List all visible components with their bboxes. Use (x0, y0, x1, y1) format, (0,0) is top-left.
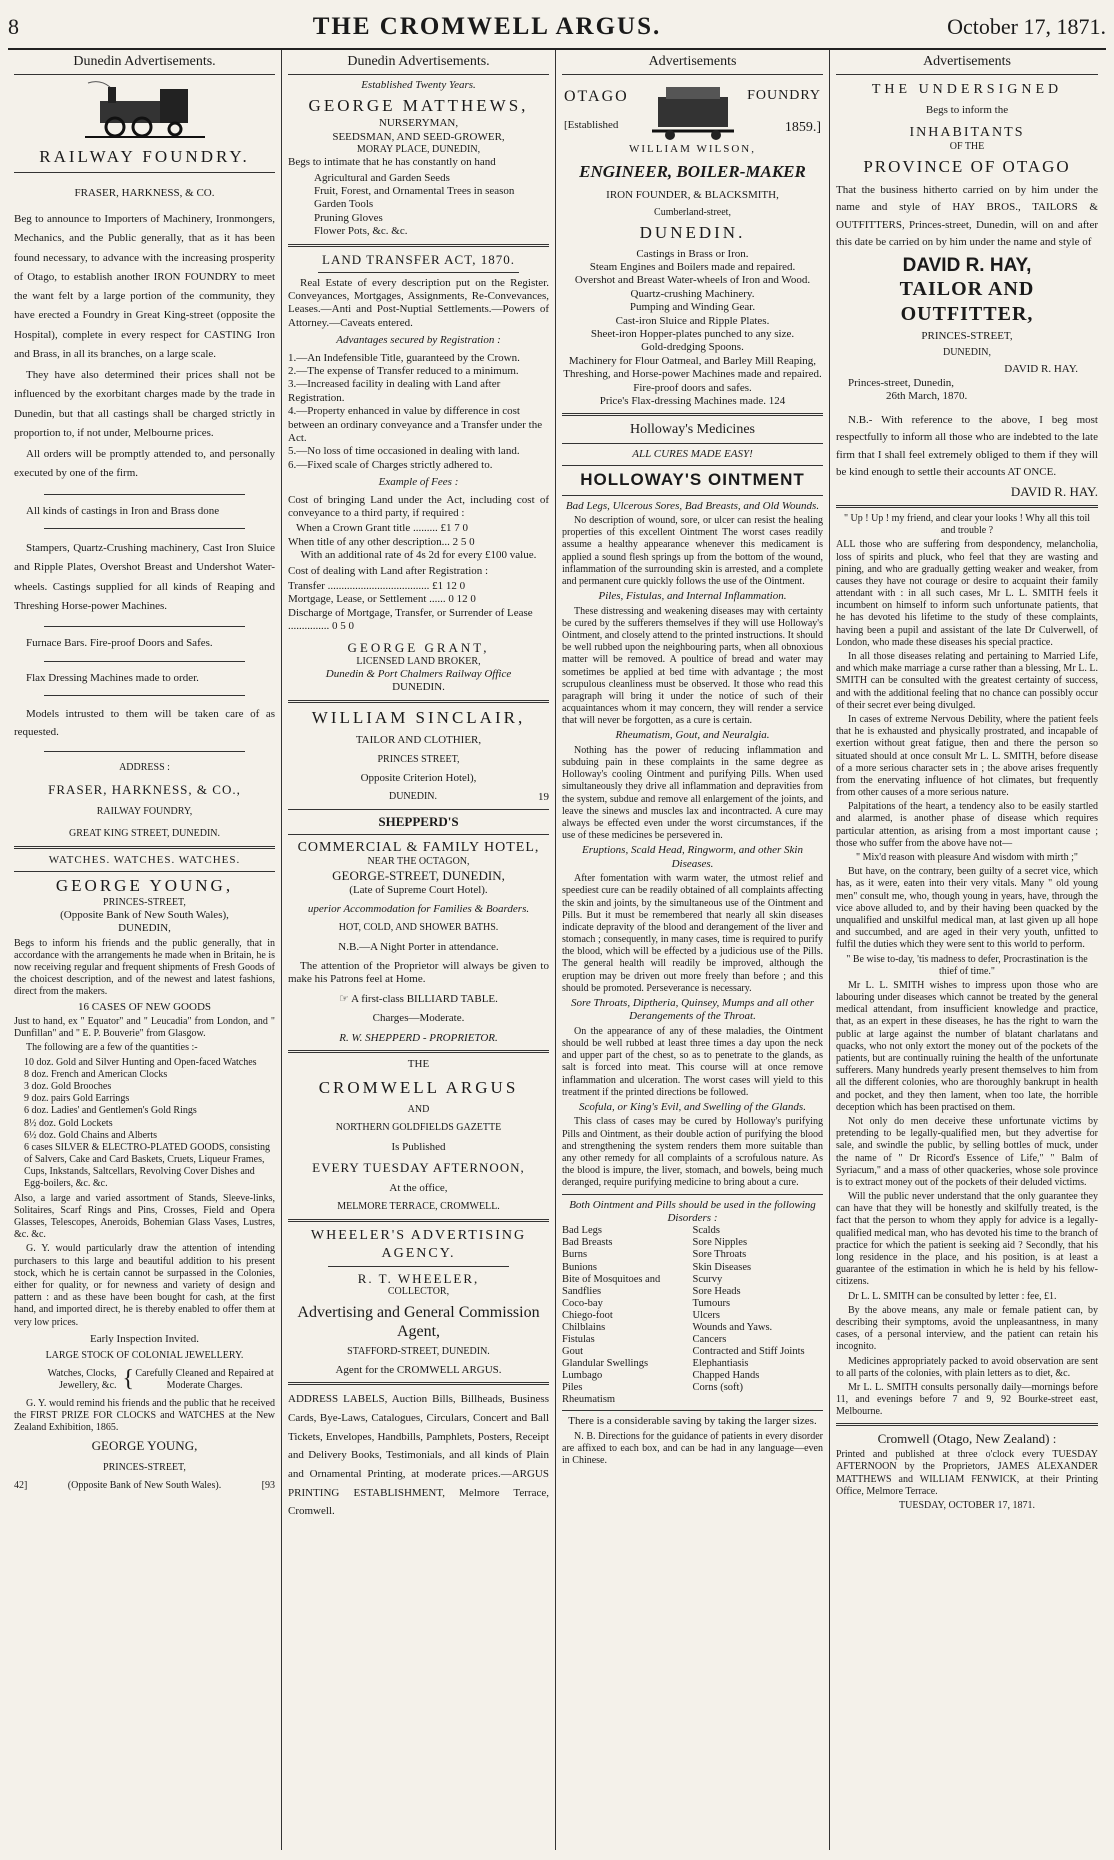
ls-paragraph: But have, on the contrary, been guilty of a secret vice, which has, as it were, eaten into their very vitals. Many " old young men" consult me, who, though young in years, have, through the vice above alluded to, and by their having been quacked by the unqualified and unskilful medical man, at last given up all hope and succumbed, and are aged in their very youth, unfitted to fulfil the duties which they were sent to this world to perform. (836, 866, 1098, 951)
ls-paragraph: Dr L. L. SMITH can be consulted by letter : fee, £1. (848, 1290, 1057, 1302)
george-young-name: GEORGE YOUNG, (55, 875, 234, 895)
column-header: Advertisements (562, 50, 823, 75)
established-label: [Established (564, 119, 619, 132)
locomotive-engraving (80, 79, 210, 139)
list-item: Rheumatism (562, 1394, 616, 1406)
list-item: 9 doz. pairs Gold Earrings (24, 1093, 130, 1105)
list-item: Piles (562, 1382, 583, 1394)
ls-quote: " Up ! Up ! my friend, and clear your looks ! Why all this toil and trouble ? (843, 512, 1091, 537)
list-item: 6½ doz. Gold Chains and Alberts (24, 1129, 158, 1141)
list-item: 1.—An Indefensible Title, guaranteed by the Crown. (288, 351, 520, 364)
list-item: Agricultural and Garden Seeds (314, 171, 450, 184)
lt-paragraph: Cost of bringing Land under the Act, including cost of conveyance to a third party, if required : (288, 493, 549, 520)
address-line: GREAT KING STREET, DUNEDIN. (68, 828, 220, 840)
shepperds-title: SHEPPERD'S (378, 813, 459, 829)
dh-line: DAVID R. HAY. (1004, 363, 1078, 376)
ls-paragraph: Mr L. L. SMITH wishes to impress upon those who are labouring under diseases which cannot be treated by the general medical attendant, from insufficient knowledge and practice, that, as an expert in these diseases, he has the right to warn the public at large against the number of blatant charlatans and quacks, who not only extort the money out of the pockets of the patients, but are continually ruining the health of the unfortunate sufferers. Many hundreds yearly present themselves to him from all the different colonies, who are thoroughly bankrupt in health and pocket, and they then lament, when too late, the horrible deception which has been practised on them. (836, 979, 1098, 1113)
ls-paragraph: Medicines appropriately packed to avoid observation are sent to all parts of the colonies, with plain letters as to diet, &c. (836, 1355, 1098, 1379)
gy-item-list (24, 1057, 275, 1191)
sh-proprietor: R. W. SHEPPERD - PROPRIETOR. (339, 1031, 498, 1044)
dh-line: 26th March, 1870. (886, 390, 968, 403)
address-label: ADDRESS : (119, 762, 170, 774)
list-item: Scurvy (692, 1273, 723, 1285)
column-header: Dunedin Advertisements. (288, 50, 549, 75)
list-item: Bad Legs (562, 1225, 602, 1237)
list-item: Tumours (692, 1297, 731, 1309)
argus-printing-ad: ADDRESS LABELS, Auction Bills, Billheads, Business Cards, Bye-Laws, Catalogues, Circulars, Concert and Ball Tickets, Envelopes, Handbills, Pamphlets, Posters, Receipt and Delivery Books, Testimonials, and all kinds of Plain and Ornamental Printing, at moderate prices.—ARGUS PRINTING ESTABLISHMENT, Melmore Terrace, Cromwell. (288, 1393, 549, 1518)
wh-line: R. T. WHEELER, (357, 1270, 480, 1286)
list-item: Pumping and Winding Gear. (629, 301, 756, 314)
tailor-outfitter: TAILOR AND OUTFITTER, (899, 278, 1035, 325)
railway-foundry-paragraph: All orders will be promptly attended to, and personally executed by one of the firm. (14, 448, 275, 480)
railway-foundry-paragraph: All kinds of castings in Iron and Brass done (26, 504, 220, 517)
dh-signature: DAVID R. HAY. (1010, 484, 1098, 500)
ca-line: Is Published (391, 1140, 446, 1153)
list-item: Cast-iron Sluice and Ripple Plates. (615, 314, 770, 327)
william-wilson-name: WILLIAM WILSON, (629, 143, 756, 156)
sh-line (288, 993, 549, 1006)
sh-line: GEORGE-STREET, DUNEDIN, (332, 867, 505, 883)
hm-paragraph: These distressing and weakening diseases may with certainty be cured by the sufferers themselves if they will use Holloway's Ointment, and closely attend to the printed instructions. It should be well rubbed upon the neighbouring parts, when all obnoxious matter will be removed. A poultice of bread and water may sometimes be applied at bed time with advantage ; the most scrupulous cleanliness must be observed. It those who read this paragraph will bring it under the notice of such of their acquaintances whom it may concern, they will render a service that will never be forgotten, as a cure is certain. (562, 605, 823, 727)
gy-line: DUNEDIN, (118, 922, 171, 935)
list-item: Lumbago (562, 1370, 603, 1382)
list-item: 6 cases SILVER & ELECTRO-PLATED GOODS, consisting of Salvers, Cake and Card Baskets, Cruets, Liqueur Frames, Cups, Inkstands, Saltcellars, Revolving Cover Dishes and Egg-boilers, &c. &c. (24, 1141, 271, 1190)
gy-signature-street: PRINCES-STREET, (103, 1462, 186, 1473)
david-hay-name: DAVID R. HAY, (902, 254, 1032, 276)
list-item: Corns (soft) (692, 1382, 743, 1394)
imprint-date: TUESDAY, OCTOBER 17, 1871. (899, 1500, 1035, 1512)
hm-heading: Piles, Fistulas, and Internal Inflammation. (598, 590, 787, 603)
lt-sig-line: DUNEDIN. (392, 681, 445, 694)
list-item: Cancers (692, 1333, 727, 1345)
fee-line: Mortgage, Lease, or Settlement ...... 0 12 0 (288, 593, 476, 606)
holloways-medicines-header: Holloway's Medicines (629, 422, 755, 438)
ls-paragraph: By the above means, any male or female patient can, by describing their symptoms, avoid the unpleasantness, in many cases, of a personal interview, and the patient can retain his incognito. (836, 1304, 1098, 1353)
list-item: Machinery for Flour Oatmeal, and Barley Mill Reaping, Threshing, and Horse-power Machines made and repaired. (563, 354, 822, 381)
lt-advantages: Advantages secured by Registration : (336, 334, 501, 347)
ls-paragraph: Palpitations of the heart, a tendency also to be easily startled and alarmed, is another phase of disease which requires particular attention, as arising from a most important cause ; those who suffer from the above have not— (836, 801, 1098, 849)
hotel-name: COMMERCIAL & FAMILY HOTEL, (297, 839, 540, 855)
ca-line: NORTHERN GOLDFIELDS GAZETTE (335, 1122, 502, 1134)
list-item: Fire-proof doors and safes. (633, 381, 752, 394)
list-item: Contracted and Stiff Joints (692, 1345, 805, 1357)
disorders-right (693, 1225, 824, 1406)
billiard-line: A first-class BILLIARD TABLE. (351, 992, 498, 1005)
ls-paragraph: In all those diseases relating and pertaining to Married Life, and which make marriage a curse rather than a blessing, Mr L. L. SMITH can be consulted with the greatest certainty of success, and with the additional feeling that no chance can possibly occur of their secret ever being divulged. (836, 651, 1098, 711)
column-header: Dunedin Advertisements. (14, 50, 275, 75)
list-item: Sore Throats (692, 1249, 747, 1261)
list-item: Fistulas (562, 1333, 595, 1345)
ad-number: 19 (538, 791, 549, 804)
disorders-list (562, 1225, 823, 1406)
repair-note: Carefully Cleaned and Repaired at Moderate Charges. (135, 1367, 274, 1391)
gm-line: NURSERYMAN, (378, 117, 459, 130)
railway-foundry-paragraph: They have also determined their prices shall not be influenced by the exorbitant charges made by the trade in Dunedin, but that all castings shall be charged strictly in proportion to, if not under, Melbourne prices. (14, 369, 275, 439)
hm-paragraph: This class of cases may be cured by Holloway's purifying Pills and Ointment, as their double action of purifying the blood and strengthening the system renders them more suitable than any other remedy for all complaints of a scrofulous nature. As the blood is impure, the liver, stomach, and bowels, being much deranged, require purifying medicine to bring about a cure. (562, 1116, 823, 1189)
lt-paragraph: Cost of dealing with Land after Registration : (288, 564, 489, 577)
list-item: 6 doz. Ladies' and Gentlemen's Gold Rings (24, 1105, 197, 1117)
masthead (8, 6, 1106, 50)
list-item: 4.—Property enhanced in value by difference in cost between an ordinary conveyance and a Transfer under the Act. (288, 405, 543, 444)
hm-paragraph: On the appearance of any of these maladies, the Ointment should be well rubbed at least three times a day upon the neck and upper part of the chest, so as to penetrate to the glands, as salt is forced into meat. This course will at once remove inflammation and ulceration. The worst cases will yield to this treatment if the printed directions be followed. (562, 1025, 823, 1098)
ls-paragraph: Will the public never understand that the only guarantee they can have that they will be honestly and skilfully treated, is the fact that the person to whom they apply for advice is a legally-qualified medical man, who has devoted his time to the branch of practice for which the patient is seeking aid ? Secondly, that his long residence in the place, and his position, is at least a guarantee of the estimation in which he is held by his fellow-citizens. (836, 1191, 1098, 1288)
columns (8, 50, 1106, 1850)
gy-paragraph: Just to hand, ex " Equator" and " Leucadia" from London, and " Dunfillan" and " E. P. Bouverie" from Glasgow. (14, 1016, 275, 1040)
disorders-left (562, 1225, 693, 1406)
gy-signature: GEORGE YOUNG, (91, 1438, 198, 1454)
list-item: Gout (562, 1345, 583, 1357)
hm-paragraph: There is a considerable saving by taking the larger sizes. (568, 1415, 817, 1428)
list-item: 5.—No loss of time occasioned in dealing with land. (288, 445, 520, 458)
lt-paragraph: Real Estate of every description put on the Register. Conveyances, Mortgages, Assignments, Re-Convevances, Leases.—Anti and Post-Nuptial Settlements.—Powers of Attorney.—Caveats entered. (288, 276, 549, 329)
hm-heading: Eruptions, Scald Head, Ringworm, and other Skin Diseases. (582, 844, 803, 870)
dh-line: Princes-street, Dunedin, (848, 376, 954, 389)
gm-line: SEEDSMAN, AND SEED-GROWER, (332, 130, 505, 143)
railway-foundry-paragraph: Models intrusted to them will be taken care of as requested. (14, 707, 275, 738)
railway-foundry-paragraph: Flax Dressing Machines made to order. (26, 671, 199, 684)
ws-town: DUNEDIN. (388, 791, 438, 803)
list-item: Chapped Hands (692, 1370, 760, 1382)
list-item: Wounds and Yaws. (692, 1321, 773, 1333)
sh-line: HOT, COLD, AND SHOWER BATHS. (338, 922, 499, 934)
sh-line: The attention of the Proprietor will always be given to make his Patrons feel at Home. (288, 960, 549, 986)
railway-foundry-paragraph: Beg to announce to Importers of Machinery, Ironmongers, Mechanics, and the Public generally, that as it has been found necessary, to advance with the increasing prosperity of Otago, to establish another IRON FOUNDRY to meet the want felt by a large portion of the community, they have erected a Foundry in Great King-street (opposite the Hospital), complete in every respect for CASTING Iron and Brass, in all its branches, on a large scale. (14, 213, 275, 360)
undersigned-heading: THE UNDERSIGNED (871, 82, 1063, 98)
firm-name: FRASER, HARKNESS, & CO. (74, 186, 215, 199)
gy-paragraph: Also, a large and varied assortment of Stands, Sleeve-links, Solitaires, Scarf Rings and Pins, Crosses, Field and Opera Glasses, Telescopes, Aneroids, Bohemian Glass Vases, Lustres, &c. &c. (14, 1192, 275, 1241)
wh-line: STAFFORD-STREET, DUNEDIN. (347, 1345, 490, 1357)
lt-paragraph: With an additional rate of 4s 2d for every £100 value. (300, 549, 537, 562)
ls-paragraph: ALL those who are suffering from despondency, melancholia, loss of spirits and pluck, who feel that they are wasting and pining, and who are gradually getting weaker and weaker, from causes they have not courage or desire to acquaint their family attendant with : in all such cases, Mr L. L. SMITH feels it incumbent on himself to inform such unfortunate patients, that he has devoted his lifetime to the study of these complaints, having been a pupil and assistant of the late Dr Culverwell, of London, who made these diseases his special practice. (836, 539, 1098, 648)
list-item: Steam Engines and Boilers made and repaired. (589, 260, 796, 273)
hm-paragraph: No description of wound, sore, or ulcer can resist the healing properties of this excellent Ointment The worst cases readily assume a healthy appearance whenever this medicament is applied a sound flesh springs up from the bottom of the wound, inflammation of the surrounding skin is arrested, and a complete and permanent cure quickly follows the use of the Ointment. (562, 515, 823, 587)
sh-line: (Late of Supreme Court Hotel). (349, 883, 488, 896)
hm-paragraph: Nothing has the power of reducing inflammation and subduing pain in these complaints in the same degree as Holloway's cooling Ointment and purifying Pills. When used simultaneously they drive all inflammation and depravities from the system, subdue and remove all enlargement of the joints, and leave the sinews and muscles lax and incontracted. A cure may always be effected even under the worst circumstances, if the use of these medicines be persevered in. (562, 744, 823, 842)
gm-line: MORAY PLACE, DUNEDIN, (356, 144, 481, 156)
ls-paragraph: In cases of extreme Nervous Debility, where the patient feels that he is exhausted and physically prostrated, and incapable of exertion without great fatigue, then and there the person so situated should at once consult Mr L. L. SMITH, before disease of a more serious character sets in ; the above arises frequently from the enervating influence of hot climates, but frequently from other causes of a more serious nature. (836, 713, 1098, 799)
otago-word: OTAGO (564, 88, 629, 106)
issue-date: October 17, 1871. (947, 14, 1106, 39)
ca-line: EVERY TUESDAY AFTERNOON, (312, 1160, 525, 1176)
cromwell-argus-name: CROMWELL ARGUS (318, 1077, 519, 1097)
list-item: Ulcers (692, 1309, 720, 1321)
list-item: Sore Heads (692, 1285, 741, 1297)
dh-paragraph: That the business hitherto carried on by him under the name and style of HAY BROS., TAILORS & OUTFITTERS, Princes-street, Dunedin, will on and after this date be carried on by him under the name and style of (836, 183, 1098, 249)
george-matthews-name: GEORGE MATTHEWS, (308, 96, 529, 116)
william-sinclair-name: WILLIAM SINCLAIR, (311, 707, 526, 727)
fee-line: Discharge of Mortgage, Transfer, or Surrender of Lease ............... 0 5 0 (288, 606, 533, 633)
dh-line: OF THE (949, 140, 985, 152)
lt-advantages-list (288, 352, 549, 473)
imprint-paragraph: Printed and published at three o'clock every TUESDAY AFTERNOON by the Proprietors, JAMES ALEXANDER MATTHEWS and WILLIAM FENWICK, at their Printing Office, Melmore Terrace. (836, 1449, 1098, 1497)
ca-line: THE (407, 1058, 430, 1071)
gy-paragraph: Begs to inform his friends and the public generally, that in accordance with the arrangements he made when in Britain, he is now receiving regular and frequent shipments of Fresh Goods of the choicest description, and of the newest and latest fashions, direct from the makers. (14, 937, 275, 998)
list-item: Burns (562, 1249, 588, 1261)
repair-items: Watches, Clocks, Jewellery, &c. (47, 1367, 117, 1391)
newspaper-title: THE CROMWELL ARGUS. (312, 13, 662, 40)
foundry-word: FOUNDRY (747, 88, 821, 104)
gm-line: Begs to intimate that he has constantly on hand (288, 156, 496, 169)
list-item: Skin Diseases (692, 1261, 752, 1273)
engineer-title: ENGINEER, BOILER-MAKER (579, 162, 806, 182)
sh-line: Charges—Moderate. (372, 1012, 465, 1025)
ls-paragraph: Mr L. L. SMITH consults personally daily—mornings before 11, and evenings before 7 and 9, 92 Bourke-street east, Melbourne. (836, 1381, 1098, 1418)
dh-line: PRINCES-STREET, (921, 329, 1013, 342)
list-item: Bunions (562, 1261, 598, 1273)
wheelers-agency-name: WHEELER'S ADVERTISING AGENCY. (310, 1228, 527, 1261)
sh-line: NEAR THE OCTAGON, (367, 855, 470, 867)
ls-quote: " Be wise to-day, 'tis madness to defer, Procrastination is the thief of time." (846, 953, 1088, 977)
sh-line: uperior Accommodation for Families & Boarders. (307, 903, 530, 916)
list-item: Pruning Gloves (314, 211, 383, 224)
page-number: 8 (8, 14, 19, 39)
lt-sig-line: Dunedin & Port Chalmers Railway Office (325, 667, 512, 680)
gy-paragraph: The following are a few of the quantities :- (26, 1042, 198, 1054)
ws-line: TAILOR AND CLOTHIER, (355, 734, 482, 747)
lt-sig-line: LICENSED LAND BROKER, (356, 655, 481, 667)
list-item: Gold-dredging Spoons. (641, 341, 744, 354)
gy-jewellery: LARGE STOCK OF COLONIAL JEWELLERY. (45, 1350, 244, 1362)
column-header: Advertisements (836, 50, 1098, 75)
ca-line: AND (407, 1104, 430, 1116)
list-item: Overshot and Breast Water-wheels of Iron and Wood. (574, 274, 811, 287)
list-item: Chilblains (562, 1321, 606, 1333)
list-item: Bite of Mosquitoes and Sandflies (562, 1273, 661, 1297)
sh-line: N.B.—A Night Porter in attendance. (338, 940, 499, 953)
otago-foundry-header (562, 79, 823, 143)
ad-number: [93 (261, 1480, 275, 1492)
of-line: IRON FOUNDER, & BLACKSMITH, (606, 189, 779, 202)
address-firm: FRASER, HARKNESS, & CO., (48, 782, 241, 798)
ls-quote: " Mix'd reason with pleasure And wisdom with mirth ;" (856, 852, 1078, 863)
fee-line: Transfer ..................................... £1 12 0 (288, 580, 466, 593)
list-item: Glandular Swellings (562, 1358, 649, 1370)
list-item: 8 doz. French and American Clocks (24, 1068, 168, 1080)
hm-heading: Both Ointment and Pills should be used in the following Disorders : (569, 1198, 816, 1224)
ws-footer (288, 791, 549, 804)
gm-established: Established Twenty Years. (361, 79, 476, 92)
hm-heading: Rheumatism, Gout, and Neuralgia. (615, 729, 770, 742)
railway-foundry-paragraph: Stampers, Quartz-Crushing machinery, Cast Iron Sluice and Ripple Plates, Overshot Breast and Undershot Water-wheels. Castings supplied for all kinds of Reaping and Threshing Horse-power Machines. (14, 542, 275, 612)
list-item: Flower Pots, &c. &c. (314, 225, 408, 238)
holloways-ointment-title: HOLLOWAY'S OINTMENT (580, 469, 805, 489)
holloways-subtitle: ALL CURES MADE EASY! (632, 447, 753, 460)
hm-heading: Sore Throats, Diptheria, Quinsey, Mumps and all other Derangements of the Throat. (570, 997, 814, 1023)
list-item: Quartz-crushing Machinery. (630, 287, 755, 300)
of-line: DUNEDIN. (639, 222, 746, 242)
fee-line: When title of any other description... 2 5 0 (288, 535, 475, 548)
established-year: 1859.] (784, 120, 821, 136)
list-item: Sore Nipples (692, 1237, 748, 1249)
list-item: Bad Breasts (562, 1237, 613, 1249)
ws-line: PRINCES STREET, (377, 753, 460, 765)
dh-line: Begs to inform the (925, 104, 1009, 117)
list-item: Fruit, Forest, and Ornamental Trees in season (314, 185, 515, 198)
column-1 (8, 50, 282, 1850)
gy-line: PRINCES-STREET, (103, 896, 186, 908)
gy-line: (Opposite Bank of New South Wales), (60, 908, 229, 921)
ca-line: MELMORE TERRACE, CROMWELL. (337, 1201, 500, 1213)
list-item: 8½ doz. Gold Lockets (24, 1117, 113, 1129)
ca-line: At the office, (389, 1181, 448, 1194)
gy-repair: Watches, Clocks, Jewellery, &c. { Carefully Cleaned and Repaired at Moderate Charges. (14, 1365, 275, 1394)
of-items (562, 248, 823, 409)
wh-line: COLLECTOR, (387, 1286, 450, 1298)
address-line: RAILWAY FOUNDRY, (96, 806, 193, 818)
list-item: Elephantiasis (692, 1358, 749, 1370)
list-item: Scalds (692, 1225, 720, 1237)
gy-cases: 16 CASES OF NEW GOODS (77, 1000, 212, 1013)
imprint-heading: Cromwell (Otago, New Zealand) : (877, 1431, 1057, 1447)
column-3 (556, 50, 830, 1850)
gy-paragraph: G. Y. would remind his friends and the public that he received the FIRST PRIZE FOR CLOCKS and WATCHES at the New Zealand Exhibition, 1865. (14, 1397, 275, 1433)
list-item: Chiego-foot (562, 1309, 613, 1321)
province-heading: PROVINCE OF OTAGO (863, 156, 1071, 176)
land-transfer-title: LAND TRANSFER ACT, 1870. (322, 251, 515, 267)
hm-heading: Scofula, or King's Evil, and Swelling of the Glands. (579, 1100, 806, 1113)
list-item: 3.—Increased facility in dealing with Land after Registration. (288, 378, 501, 404)
watches-banner: WATCHES. WATCHES. WATCHES. (48, 853, 241, 866)
dh-line: INHABITANTS (909, 124, 1025, 140)
list-item: 6.—Fixed scale of Charges strictly adhered to. (288, 458, 493, 471)
lt-fees: Example of Fees : (378, 476, 459, 489)
list-item: Garden Tools (314, 198, 374, 211)
gy-footer (14, 1480, 275, 1492)
railway-foundry-paragraph: Furnace Bars. Fire-proof Doors and Safes. (26, 637, 213, 650)
list-item: Sheet-iron Hopper-plates punched to any size. (590, 327, 795, 340)
gy-inspection: Early Inspection Invited. (89, 1332, 200, 1345)
foundry-engraving (648, 79, 738, 141)
pointing-hand-icon: ☞ (339, 992, 352, 1005)
gy-footer-address: (Opposite Bank of New South Wales). (67, 1480, 222, 1492)
ws-line: Opposite Criterion Hotel), (360, 771, 477, 784)
list-item: 2.—The expense of Transfer reduced to a minimum. (288, 364, 519, 377)
list-item: Coco-bay (562, 1297, 603, 1309)
dh-paragraph: N.B.- With reference to the above, I beg most respectfully to inform all those who are indebted to the late firm that I shall feel extremely obliged to them if they will be kind enough to settle their accounts AT ONCE. (836, 413, 1098, 479)
hm-paragraph: After fomentation with warm water, the utmost relief and speediest cure can be readily obtained of all complaints affecting the skin and joints, by the simultaneous use of the Ointment and Pills. But it must be remembered that nearly all skin diseases indicate depravity of the blood and derangement of the liver and stomach ; consequently, in many cases, time is required to purify the blood, which will be effected by a judicious use of the Pills. The general health will readily be improved, although the eruption may be driven out more freely than before ; and this should be promoted. Perseverance is necessary. (562, 873, 823, 994)
wh-line: Advertising and General Commission Agent, (297, 1303, 540, 1341)
ls-paragraph: Not only do men deceive these unfortunate victims by pretending to be legally-qualified men, but they advertise for sale, and swindle the public, by selling bottles of muck, under the name of " Dr Ricord's Essence of Life," " Balm of Syriacum," and a mass of other quackeries, whose sole province is to extract money out of the pockets of their deluded victims. (836, 1115, 1098, 1188)
list-item: 10 doz. Gold and Silver Hunting and Open-faced Watches (24, 1056, 257, 1068)
column-4 (830, 50, 1104, 1850)
hm-paragraph: N. B. Directions for the guidance of patients in every disorder are affixed to each box, and can be had in any language—even in Chinese. (562, 1430, 823, 1467)
list-item: Castings in Brass or Iron. (636, 247, 749, 260)
list-item: 3 doz. Gold Brooches (24, 1080, 112, 1092)
railway-foundry-title: RAILWAY FOUNDRY. (39, 147, 250, 167)
list-item: Price's Flax-dressing Machines made. 124 (599, 395, 786, 408)
wh-line: Agent for the CROMWELL ARGUS. (335, 1363, 502, 1376)
hm-heading: Bad Legs, Ulcerous Sores, Bad Breasts, and Old Wounds. (565, 499, 820, 512)
of-line: Cumberland-street, (654, 206, 731, 218)
george-grant-name: GEORGE GRANT, (347, 639, 490, 655)
ad-number: 42] (14, 1480, 28, 1492)
dh-line: DUNEDIN, (942, 347, 992, 359)
fee-line: When a Crown Grant title ......... £1 7 0 (296, 522, 468, 535)
column-2 (282, 50, 556, 1850)
gy-paragraph: G. Y. would particularly draw the attention of intending purchasers to this large and beautiful addition to his present stock, which he is certain cannot be surpassed in the Colonies, either for quality, or for newness and variety of design and pattern : and as these have been bought for cash, at the first hand, and imported direct, he is thereby enabled to offer them at very low prices. (14, 1243, 275, 1328)
gm-item-list (314, 172, 549, 239)
